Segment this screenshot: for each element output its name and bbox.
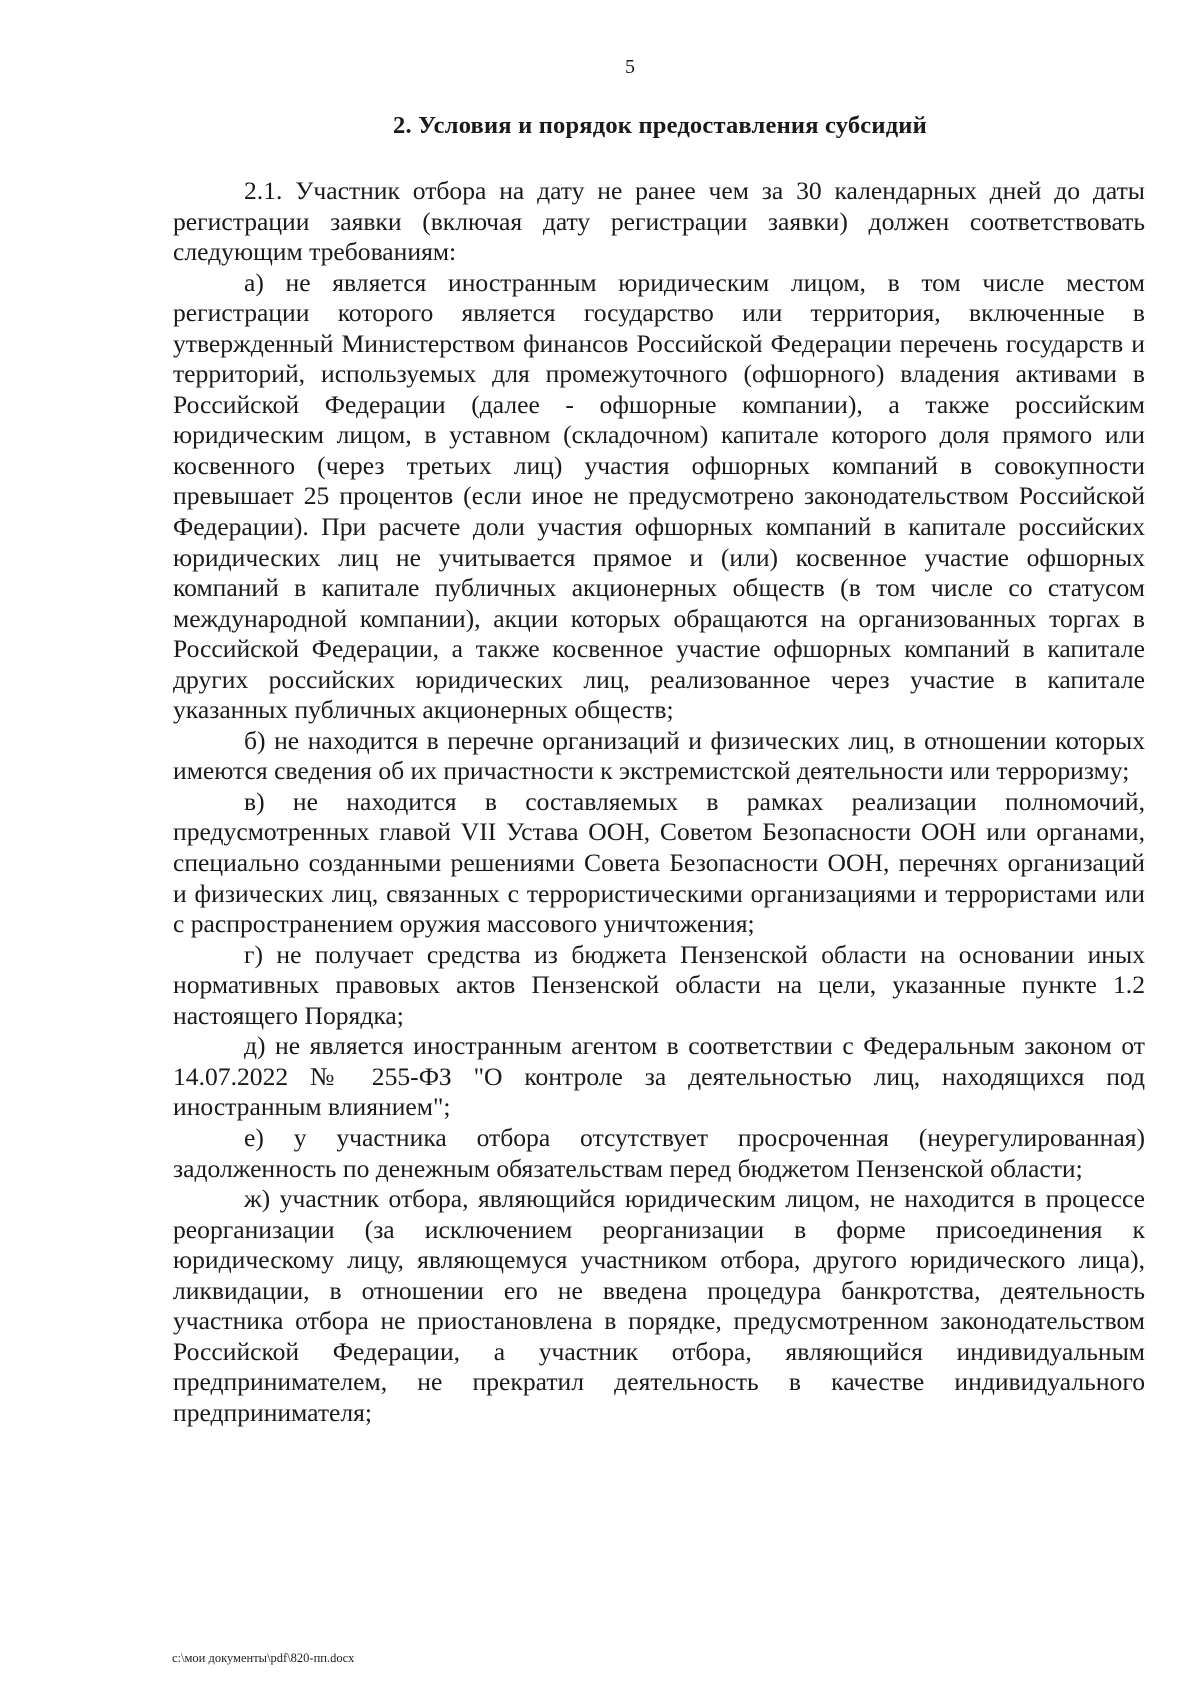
paragraph-a: а) не является иностранным юридическим лицом, в том числе местом регистрации которого является государство или территория, включенные в утвержденный Министерством финансов Российской Федерации перечень государств и территорий, используемых для промежуточного (офшорного) владения активами в Российской Федерации (далее - офшорные компании), а также российским юридическим лицом, в уставном (складочном) капитале которого доля прямого или косвенного (через третьих лиц) участия офшорных компаний в совокупности превышает 25 процентов (если иное не предусмотрено законодательством Российской Федерации). При расчете доли участия офшорных компаний в капитале российских юридических лиц не учитывается прямое и (или) косвенное участие офшорных компаний в капитале публичных акционерных обществ (в том числе со статусом международной компании), акции которых обращаются на организованных торгах в Российской Федерации, а также косвенное участие офшорных компаний в капитале других российских юридических лиц, реализованное через участие в капитале указанных публичных акционерных обществ; xyxy=(173,267,1145,725)
paragraph-2-1: 2.1. Участник отбора на дату не ранее чем за 30 календарных дней до даты регистрации заявки (включая дату регистрации заявки) должен соответствовать следующим требованиям: xyxy=(173,176,1145,267)
paragraph-d: д) не является иностранным агентом в соответствии с Федеральным законом от 14.07.2022 № 255-ФЗ "О контроле за деятельностью лиц, находящихся под иностранным влиянием"; xyxy=(173,1031,1145,1122)
file-path-footer: c:\мои документы\pdf\820-пп.docx xyxy=(172,1651,355,1665)
paragraph-v: в) не находится в составляемых в рамках реализации полномочий, предусмотренных главой VII Устава ООН, Советом Безопасности ООН или органами, специально созданными решениями Совета Безопасности ООН, перечнях организаций и физических лиц, связанных с террористическими организациями и террористами или с распространением оружия массового уничтожения; xyxy=(173,786,1145,939)
document-body xyxy=(173,176,1145,1428)
section-heading: 2. Условия и порядок предоставления субсидий xyxy=(393,112,927,139)
paragraph-b: б) не находится в перечне организаций и физических лиц, в отношении которых имеются сведения об их причастности к экстремистской деятельности или терроризму; xyxy=(173,725,1145,786)
paragraph-zh: ж) участник отбора, являющийся юридическим лицом, не находится в процессе реорганизации (за исключением реорганизации в форме присоединения к юридическому лицу, являющемуся участником отбора, другого юридического лица), ликвидации, в отношении его не введена процедура банкротства, деятельность участника отбора не приостановлена в порядке, предусмотренном законодательством Российской Федерации, а участник отбора, являющийся индивидуальным предпринимателем, не прекратил деятельность в качестве индивидуального предпринимателя; xyxy=(173,1184,1145,1427)
paragraph-g: г) не получает средства из бюджета Пензенской области на основании иных нормативных правовых актов Пензенской области на цели, указанные пункте 1.2 настоящего Порядка; xyxy=(173,939,1145,1030)
paragraph-e: е) у участника отбора отсутствует просроченная (неурегулированная) задолженность по денежным обязательствам перед бюджетом Пензенской области; xyxy=(173,1122,1145,1183)
page-number: 5 xyxy=(625,56,635,78)
